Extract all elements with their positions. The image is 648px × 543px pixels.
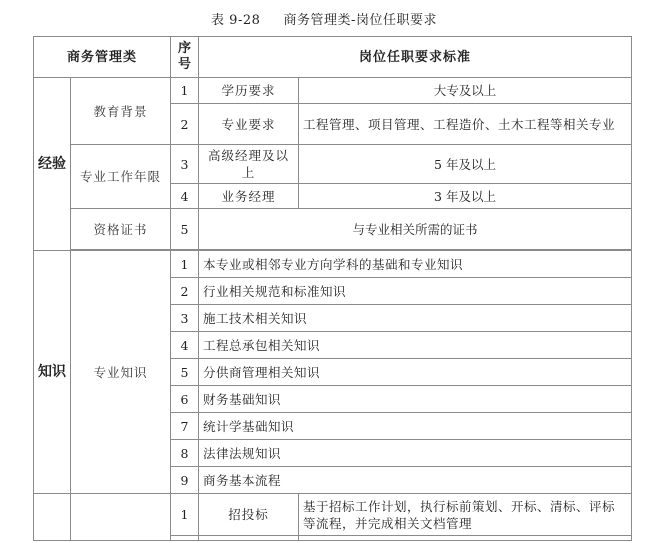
item-value: 基于招标工作计划，执行标前策划、开标、清标、评标等流程，并完成相关文档管理	[299, 494, 632, 536]
item-label: 高级经理及以上	[199, 145, 299, 184]
header-number: 序号	[171, 37, 199, 78]
table-row	[34, 251, 632, 278]
item-value: 3 年及以上	[299, 184, 632, 209]
category-skills	[34, 494, 71, 541]
category-experience: 经验	[34, 78, 71, 251]
item-value	[299, 536, 632, 541]
header-row	[34, 37, 632, 78]
row-number: 3	[171, 145, 199, 184]
item-value: 5 年及以上	[299, 145, 632, 184]
knowledge-item: 行业相关规范和标准知识	[199, 278, 632, 305]
requirements-table	[33, 36, 632, 541]
row-number: 1	[171, 494, 199, 536]
work-years-label: 专业工作年限	[71, 145, 171, 209]
row-number: 1	[171, 78, 199, 104]
row-number: 5	[171, 359, 199, 386]
knowledge-sub-label: 专业知识	[71, 251, 171, 494]
table-caption: 表 9-28 商务管理类-岗位任职要求	[211, 13, 437, 28]
table-row	[34, 78, 632, 104]
item-value: 大专及以上	[299, 78, 632, 104]
item-label: 招投标	[199, 494, 299, 536]
row-number: 4	[171, 332, 199, 359]
category-knowledge: 知识	[34, 251, 71, 494]
item-label: 学历要求	[199, 78, 299, 104]
knowledge-item: 本专业或相邻专业方向学科的基础和专业知识	[199, 251, 632, 278]
knowledge-item: 法律法规知识	[199, 440, 632, 467]
item-label: 专业要求	[199, 104, 299, 145]
knowledge-item: 施工技术相关知识	[199, 305, 632, 332]
item-value: 工程管理、项目管理、工程造价、土木工程等相关专业	[299, 104, 632, 145]
education-label: 教育背景	[71, 78, 171, 145]
knowledge-item: 分供商管理相关知识	[199, 359, 632, 386]
row-number: 8	[171, 440, 199, 467]
knowledge-item: 财务基础知识	[199, 386, 632, 413]
row-number: 6	[171, 386, 199, 413]
header-standard: 岗位任职要求标准	[199, 37, 632, 78]
knowledge-item: 工程总承包相关知识	[199, 332, 632, 359]
item-label	[199, 536, 299, 541]
row-number: 7	[171, 413, 199, 440]
item-label: 业务经理	[199, 184, 299, 209]
row-number: 4	[171, 184, 199, 209]
row-number: 1	[171, 251, 199, 278]
header-category: 商务管理类	[34, 37, 171, 78]
item-value: 与专业相关所需的证书	[199, 209, 632, 250]
table-row	[34, 145, 632, 184]
cert-label: 资格证书	[71, 209, 171, 250]
row-number: 9	[171, 467, 199, 494]
knowledge-item: 统计学基础知识	[199, 413, 632, 440]
row-number	[171, 536, 199, 541]
row-number: 2	[171, 278, 199, 305]
row-number: 2	[171, 104, 199, 145]
table-row	[34, 494, 632, 536]
skills-sub-label	[71, 494, 171, 541]
knowledge-item: 商务基本流程	[199, 467, 632, 494]
row-number: 3	[171, 305, 199, 332]
row-number: 5	[171, 209, 199, 250]
table-row	[34, 209, 632, 250]
